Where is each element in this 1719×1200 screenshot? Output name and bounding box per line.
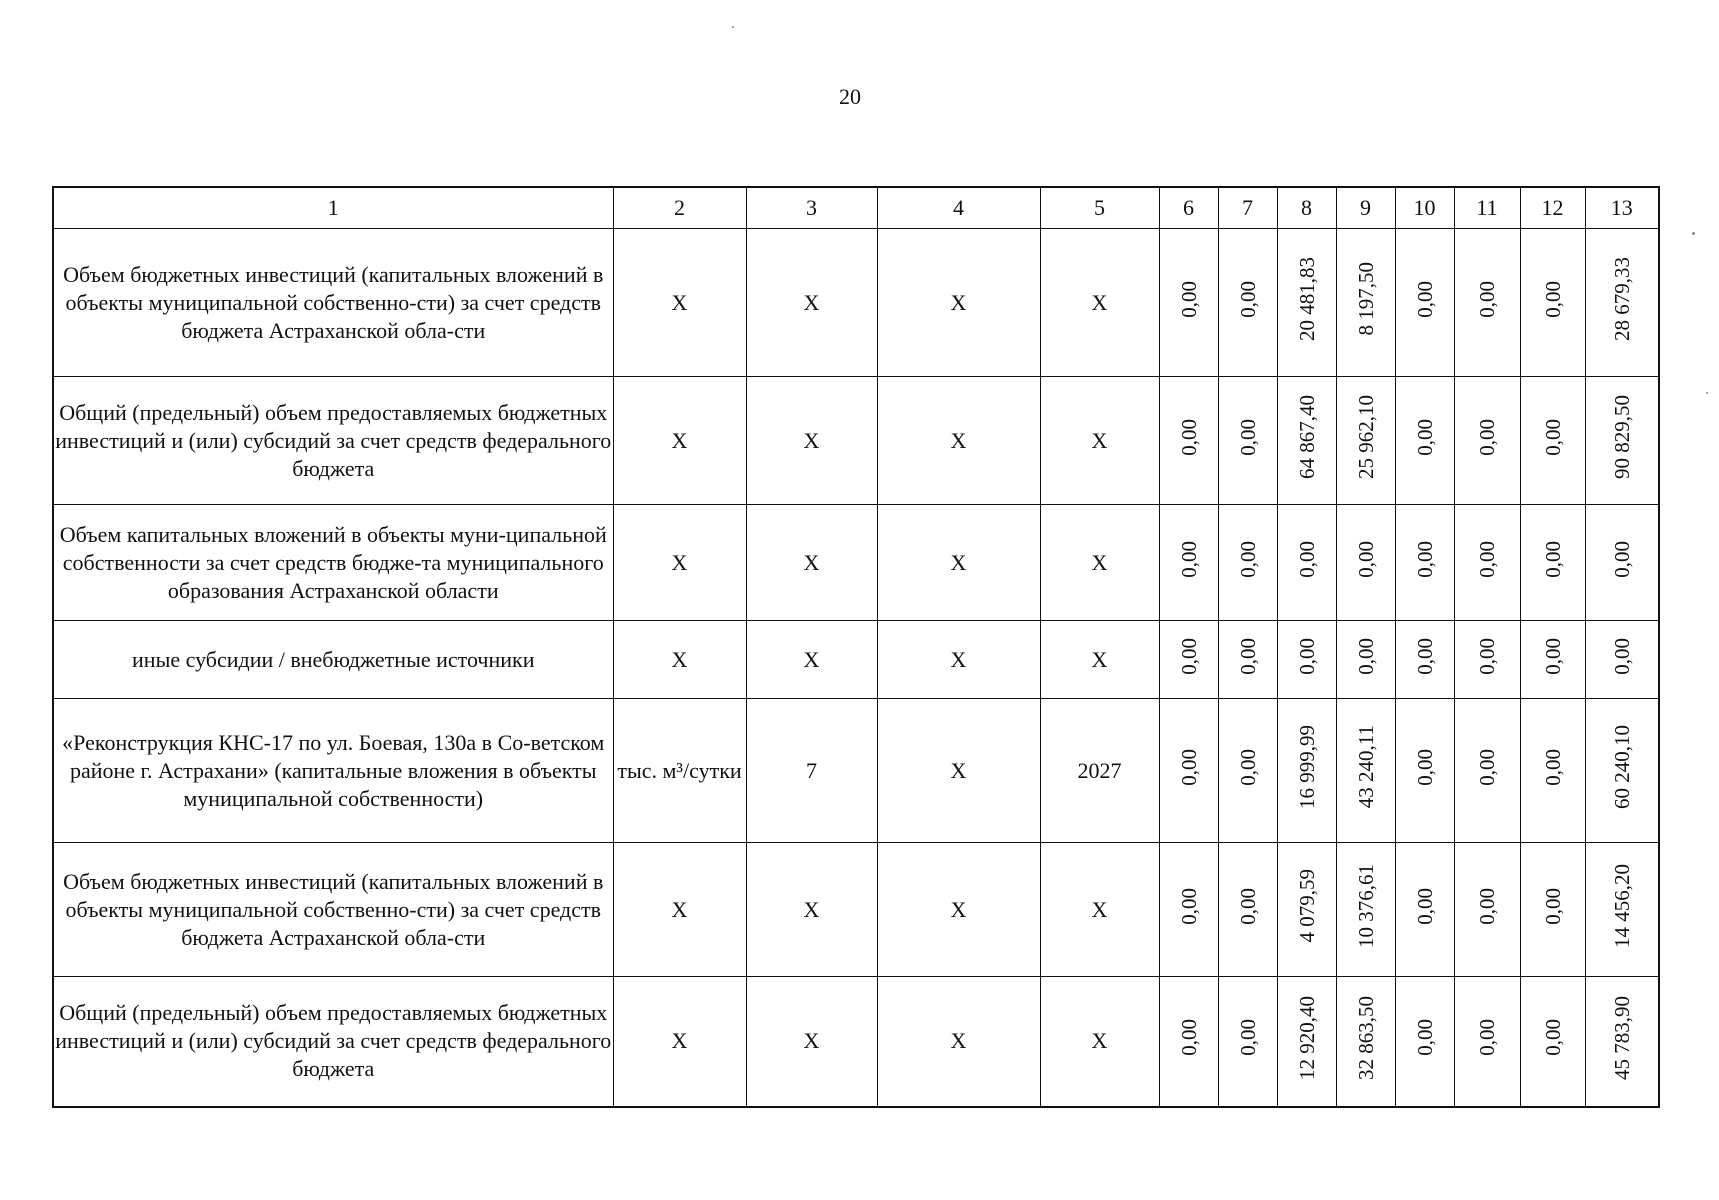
value-cell-col-7 [1218,229,1277,377]
column-header-6: 6 [1159,187,1218,229]
cell-c4: X [877,621,1040,699]
value-cell-col-13 [1585,377,1659,505]
column-header-7: 7 [1218,187,1277,229]
rotated-value: 0,00 [1540,418,1565,456]
value-cell-col-7 [1218,377,1277,505]
cell-c5: X [1040,505,1159,621]
value-cell-col-12 [1520,229,1585,377]
value-cell-col-8 [1277,699,1336,843]
cell-c3: X [746,505,877,621]
value-cell-col-12 [1520,377,1585,505]
row-description: «Реконструкция КНС-17 по ул. Боевая, 130а в Со-ветском районе г. Астрахани» (капитальные вложения в объекты муниципальной собственности) [53,699,613,843]
budget-table [52,186,1660,1108]
cell-c3: X [746,377,877,505]
rotated-value: 0,00 [1294,637,1319,675]
rotated-value: 0,00 [1540,280,1565,318]
column-header-2: 2 [613,187,746,229]
value-cell-col-13 [1585,621,1659,699]
value-cell-col-10 [1395,843,1454,977]
rotated-value: 0,00 [1475,748,1499,786]
rotated-value: 90 829,50 [1609,395,1634,479]
scan-speck [732,26,734,28]
column-header-13: 13 [1585,187,1659,229]
value-cell-col-8 [1277,505,1336,621]
cell-c2: X [613,229,746,377]
cell-c4: X [877,505,1040,621]
value-cell-col-6 [1159,843,1218,977]
cell-c4: X [877,843,1040,977]
value-cell-col-10 [1395,699,1454,843]
table-body [53,187,1659,1107]
value-cell-col-13 [1585,229,1659,377]
rotated-value: 32 863,50 [1353,995,1378,1080]
value-cell-col-6 [1159,699,1218,843]
rotated-value: 20 481,83 [1294,257,1319,341]
cell-c5: X [1040,977,1159,1107]
rotated-value: 0,00 [1176,748,1201,786]
table-row [53,505,1659,621]
rotated-value: 0,00 [1609,540,1634,578]
rotated-value: 0,00 [1176,887,1201,925]
value-cell-col-11 [1454,505,1520,621]
cell-c4: X [877,699,1040,843]
scan-speck [1692,232,1695,235]
column-header-8: 8 [1277,187,1336,229]
cell-c3: X [746,843,877,977]
rotated-value: 0,00 [1412,748,1437,786]
cell-c3: X [746,229,877,377]
value-cell-col-13 [1585,699,1659,843]
rotated-value: 0,00 [1412,280,1437,318]
header-row [53,187,1659,229]
value-cell-col-9 [1336,843,1395,977]
rotated-value: 0,00 [1412,540,1437,578]
rotated-value: 0,00 [1475,1019,1499,1057]
cell-c4: X [877,229,1040,377]
cell-c5: X [1040,843,1159,977]
rotated-value: 0,00 [1235,540,1260,578]
rotated-value: 0,00 [1475,280,1499,318]
cell-c3: X [746,621,877,699]
column-header-11: 11 [1454,187,1520,229]
page-number: 20 [839,84,861,109]
value-cell-col-7 [1218,621,1277,699]
column-header-1: 1 [53,187,613,229]
cell-c5: X [1040,377,1159,505]
cell-c3: 7 [746,699,877,843]
rotated-value: 0,00 [1475,637,1499,675]
column-header-4: 4 [877,187,1040,229]
rotated-value: 12 920,40 [1294,995,1319,1080]
table-row [53,377,1659,505]
cell-c2: тыс. м³/сутки [613,699,746,843]
rotated-value: 0,00 [1176,418,1201,456]
row-description: Объем капитальных вложений в объекты муни-ципальной собственности за счет средств бюдже-та муниципального образования Астраханской области [53,505,613,621]
value-cell-col-6 [1159,621,1218,699]
table-row [53,621,1659,699]
cell-c5: 2027 [1040,699,1159,843]
cell-c4: X [877,977,1040,1107]
rotated-value: 0,00 [1235,748,1260,786]
value-cell-col-10 [1395,621,1454,699]
rotated-value: 10 376,61 [1353,864,1378,948]
rotated-value: 0,00 [1475,418,1499,456]
value-cell-col-7 [1218,505,1277,621]
rotated-value: 0,00 [1176,1019,1201,1057]
rotated-value: 16 999,99 [1294,725,1319,809]
cell-c3: X [746,977,877,1107]
rotated-value: 0,00 [1609,637,1634,675]
rotated-value: 0,00 [1412,637,1437,675]
table-row [53,229,1659,377]
value-cell-col-9 [1336,699,1395,843]
rotated-value: 4 079,59 [1294,869,1319,943]
rotated-value: 64 867,40 [1294,395,1319,479]
cell-c5: X [1040,229,1159,377]
rotated-value: 0,00 [1235,418,1260,456]
value-cell-col-10 [1395,505,1454,621]
rotated-value: 25 962,10 [1353,395,1378,479]
rotated-value: 0,00 [1540,540,1565,578]
cell-c5: X [1040,621,1159,699]
rotated-value: 0,00 [1176,280,1201,318]
rotated-value: 0,00 [1235,1019,1260,1057]
value-cell-col-7 [1218,699,1277,843]
row-description: Общий (предельный) объем предоставляемых бюджетных инвестиций и (или) субсидий за счет средств федерального бюджета [53,377,613,505]
rotated-value: 0,00 [1353,540,1378,578]
value-cell-col-9 [1336,505,1395,621]
column-header-9: 9 [1336,187,1395,229]
value-cell-col-6 [1159,505,1218,621]
rotated-value: 0,00 [1412,887,1437,925]
value-cell-col-9 [1336,977,1395,1107]
value-cell-col-10 [1395,377,1454,505]
value-cell-col-9 [1336,229,1395,377]
table-row [53,843,1659,977]
cell-c2: X [613,843,746,977]
cell-c2: X [613,377,746,505]
table-row [53,699,1659,843]
value-cell-col-13 [1585,977,1659,1107]
rotated-value: 0,00 [1412,1019,1437,1057]
rotated-value: 0,00 [1475,540,1499,578]
rotated-value: 0,00 [1412,418,1437,456]
row-description: Общий (предельный) объем предоставляемых бюджетных инвестиций и (или) субсидий за счет средств федерального бюджета [53,977,613,1107]
rotated-value: 0,00 [1540,1019,1565,1057]
value-cell-col-8 [1277,229,1336,377]
row-description: Объем бюджетных инвестиций (капитальных вложений в объекты муниципальной собственно-сти) за счет средств бюджета Астраханской обла-сти [53,843,613,977]
value-cell-col-7 [1218,843,1277,977]
column-header-10: 10 [1395,187,1454,229]
value-cell-col-13 [1585,505,1659,621]
rotated-value: 0,00 [1540,748,1565,786]
value-cell-col-9 [1336,621,1395,699]
value-cell-col-6 [1159,229,1218,377]
value-cell-col-12 [1520,505,1585,621]
rotated-value: 43 240,11 [1353,725,1378,809]
value-cell-col-11 [1454,377,1520,505]
rotated-value: 28 679,33 [1609,257,1634,341]
value-cell-col-8 [1277,377,1336,505]
column-header-5: 5 [1040,187,1159,229]
value-cell-col-12 [1520,977,1585,1107]
cell-c2: X [613,505,746,621]
column-header-3: 3 [746,187,877,229]
row-description: иные субсидии / внебюджетные источники [53,621,613,699]
cell-c4: X [877,377,1040,505]
rotated-value: 0,00 [1540,887,1565,925]
value-cell-col-12 [1520,843,1585,977]
value-cell-col-11 [1454,699,1520,843]
rotated-value: 8 197,50 [1353,262,1378,336]
value-cell-col-8 [1277,621,1336,699]
value-cell-col-13 [1585,843,1659,977]
rotated-value: 0,00 [1235,280,1260,318]
rotated-value: 0,00 [1176,540,1201,578]
rotated-value: 0,00 [1176,637,1201,675]
cell-c2: X [613,621,746,699]
value-cell-col-8 [1277,977,1336,1107]
rotated-value: 0,00 [1475,887,1499,925]
value-cell-col-7 [1218,977,1277,1107]
value-cell-col-11 [1454,977,1520,1107]
value-cell-col-11 [1454,843,1520,977]
value-cell-col-11 [1454,229,1520,377]
value-cell-col-10 [1395,229,1454,377]
rotated-value: 0,00 [1353,637,1378,675]
value-cell-col-12 [1520,699,1585,843]
cell-c2: X [613,977,746,1107]
rotated-value: 60 240,10 [1609,725,1634,809]
rotated-value: 0,00 [1235,637,1260,675]
value-cell-col-11 [1454,621,1520,699]
table-row [53,977,1659,1107]
value-cell-col-9 [1336,377,1395,505]
rotated-value: 14 456,20 [1609,864,1634,948]
value-cell-col-12 [1520,621,1585,699]
scan-speck [1706,392,1708,394]
row-description: Объем бюджетных инвестиций (капитальных вложений в объекты муниципальной собственно-сти) за счет средств бюджета Астраханской обла-сти [53,229,613,377]
value-cell-col-6 [1159,977,1218,1107]
rotated-value: 0,00 [1235,887,1260,925]
rotated-value: 45 783,90 [1609,995,1634,1080]
rotated-value: 0,00 [1294,540,1319,578]
value-cell-col-6 [1159,377,1218,505]
value-cell-col-10 [1395,977,1454,1107]
column-header-12: 12 [1520,187,1585,229]
value-cell-col-8 [1277,843,1336,977]
rotated-value: 0,00 [1540,637,1565,675]
